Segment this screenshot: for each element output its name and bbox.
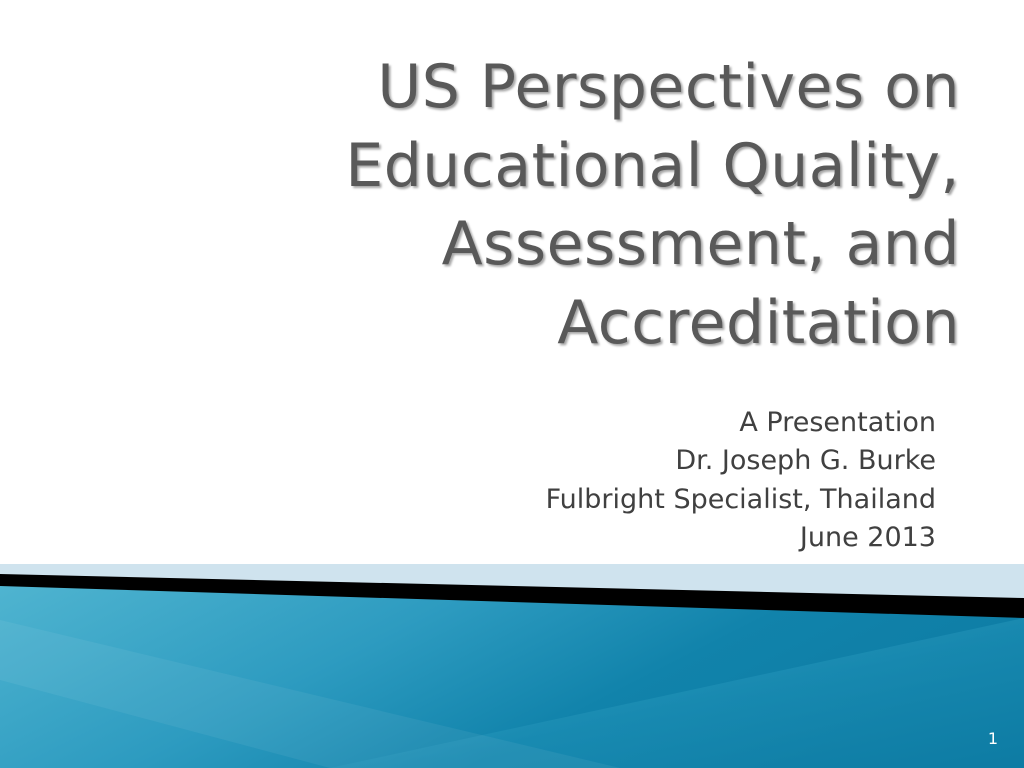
title-line-1: US Perspectives on — [377, 52, 960, 122]
subtitle — [236, 404, 936, 557]
subtitle-line-3: Fulbright Specialist, Thailand — [545, 483, 936, 515]
slide-number: 1 — [987, 729, 998, 748]
title-line-4: Accreditation — [557, 287, 960, 358]
decorative-band — [0, 560, 1024, 768]
subtitle-line-2: Dr. Joseph G. Burke — [675, 445, 936, 477]
subtitle-line-4: June 2013 — [799, 521, 936, 553]
title-line-2: Educational Quality, — [345, 130, 960, 201]
page-title — [60, 48, 960, 362]
title-line-3: Assessment, and — [441, 209, 960, 280]
subtitle-line-1: A Presentation — [739, 407, 936, 438]
band-graphic — [0, 560, 1024, 768]
